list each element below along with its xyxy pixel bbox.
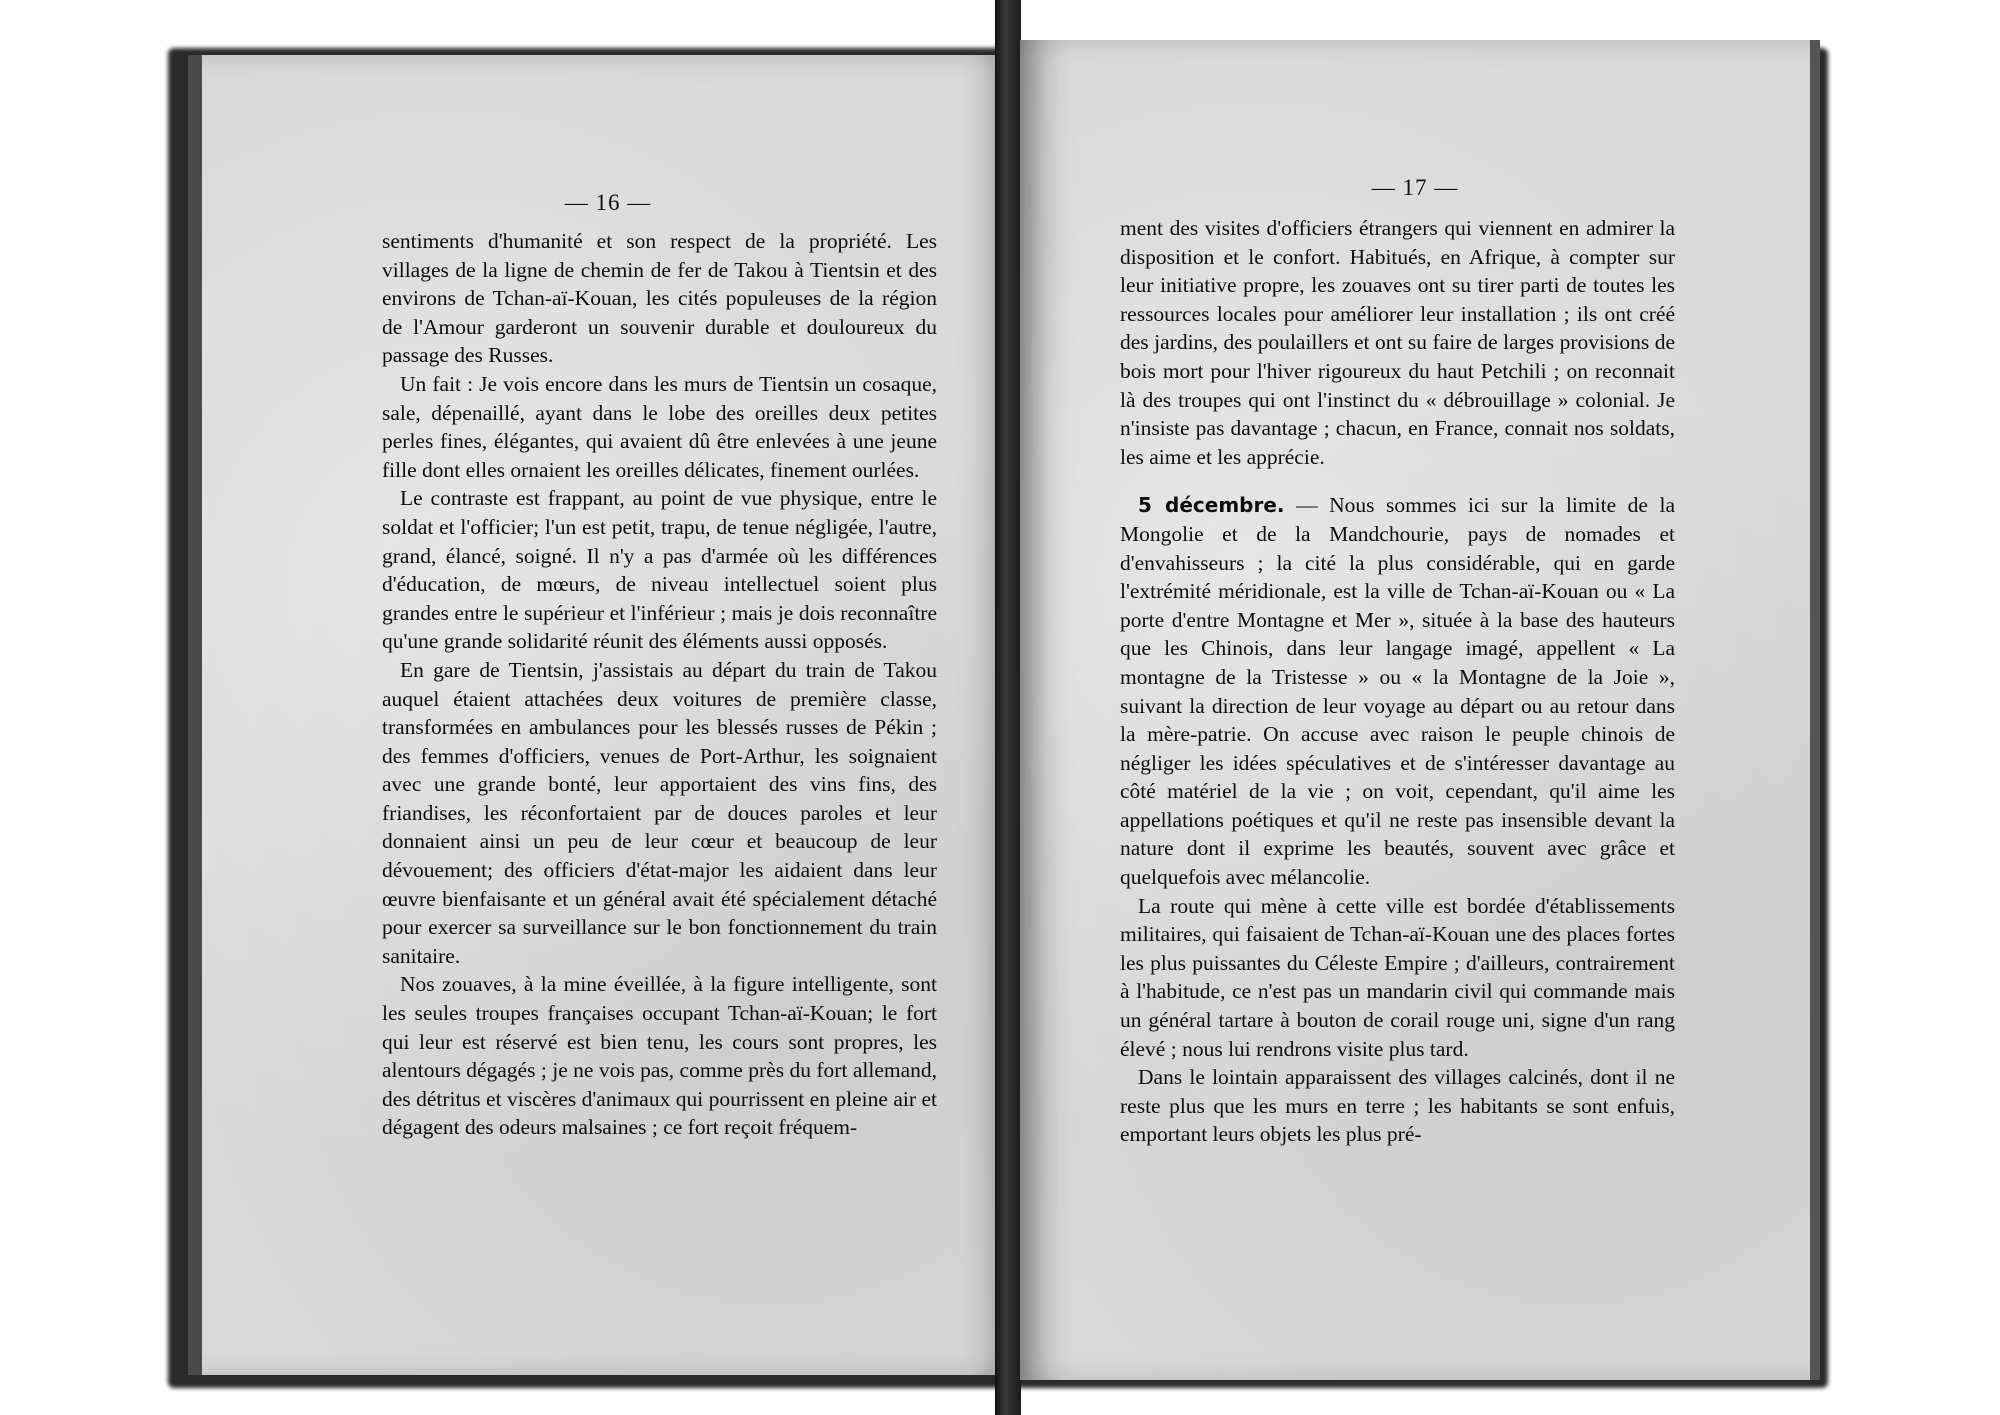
book-gutter: [995, 0, 1021, 1415]
right-page-number: — 17 —: [1371, 175, 1459, 200]
left-page: [188, 55, 1014, 1375]
left-paragraph-2: Un fait : Je vois encore dans les murs de Tientsin un cosaque, sale, dépenaillé, ayant dans le lobe des oreilles deux petites perles fines, élégantes, qui avaient dû être enlevées à une jeune fille dont elles ornaient les oreilles délicates, finement ourlées.: [382, 371, 937, 482]
right-page: [1020, 40, 1820, 1380]
right-page-text: [1120, 214, 1675, 1149]
left-page-text: [382, 227, 937, 1142]
left-paragraph-1: sentiments d'humanité et son respect de la propriété. Les villages de la ligne de chemin de fer de Takou à Tientsin et des environs de Tchan-aï-Kouan, les cités populeuses de la région de l'Amour garderont un souvenir durable et douloureux du passage des Russes.: [382, 229, 937, 368]
right-paragraph-2: [1120, 491, 1675, 891]
date-heading: 5 décembre.: [1138, 493, 1285, 518]
right-paragraph-3: La route qui mène à cette ville est bordée d'établissements militaires, qui faisaient de Tchan-aï-Kouan une des places fortes les plus puissantes du Céleste Empire ; d'ailleurs, contrairement à l'habitude, ce n'est pas un mandarin civil qui commande mais un général tartare à bouton de corail rouge uni, signe d'un rang élevé ; nous lui rendrons visite plus tard.: [1120, 893, 1675, 1061]
right-paragraph-4: Dans le lointain apparaissent des villages calcinés, dont il ne reste plus que les murs en terre ; les habitants se sont enfuis, emportant leurs objets les plus pré-: [1120, 1065, 1675, 1147]
right-paragraph-1: ment des visites d'officiers étrangers qui viennent en admirer la disposition et le confort. Habitués, en Afrique, à compter sur leur initiative propre, les zouaves ont su tirer parti de toutes les ressources locales pour améliorer leur installation ; ils ont créé des jardins, des poulaillers et ont su faire de larges provisions de bois mort pour l'hiver rigoureux du haut Petchili ; on reconnait là des troupes qui ont l'instinct du « débrouillage » colonial. Je n'insiste pas davantage ; chacun, en France, connait nos soldats, les aime et les apprécie.: [1120, 216, 1675, 469]
left-paragraph-3: Le contraste est frappant, au point de vue physique, entre le soldat et l'officier; l'un est petit, trapu, de tenue négligée, l'autre, grand, élancé, soigné. Il n'y a pas d'armée où les différences d'éducation, de mœurs, de niveau intellectuel soient plus grandes entre le supérieur et l'inférieur ; mais je dois reconnaître qu'une grande solidarité réunit des éléments aussi opposés.: [382, 486, 937, 654]
left-page-number: — 16 —: [564, 190, 652, 215]
left-paragraph-4: En gare de Tientsin, j'assistais au départ du train de Takou auquel étaient attachées deux voitures de première classe, transformées en ambulances pour les blessés russes de Pékin ; des femmes d'officiers, venues de Port-Arthur, les soignaient avec une grande bonté, leur apportaient des vins fins, des friandises, les réconfortaient par de douces paroles et leur donnaient ainsi un peu de leur cœur et beaucoup de leur dévouement; des officiers d'état-major les aidaient dans leur œuvre bienfaisante et un général avait été spécialement détaché pour exercer sa surveillance sur le bon fonctionnement du train sanitaire.: [382, 657, 937, 968]
left-paragraph-5: Nos zouaves, à la mine éveillée, à la figure intelligente, sont les seules troupes françaises occupant Tchan-aï-Kouan; le fort qui leur est réservé est bien tenu, les cours sont propres, les alentours dégagés ; je ne vois pas, comme près du fort allemand, des détritus et viscères d'animaux qui pourrissent en pleine air et dégagent des odeurs malsaines ; ce fort reçoit fréquem-: [382, 972, 937, 1140]
right-paragraph-2-text: — Nous sommes ici sur la limite de la Mongolie et de la Mandchourie, pays de nomades et d'envahisseurs ; la cité la plus considérable, qui en garde l'extrémité méridionale, est la ville de Tchan-aï-Kouan ou « La porte d'entre Montagne et Mer », située à la base des hauteurs que les Chinois, dans leur langage imagé, appellent « La montagne de la Tristesse » ou « la Montagne de la Joie », suivant la direction de leur voyage au départ ou au retour dans la mère-patrie. On accuse avec raison le peuple chinois de négliger les idées spéculatives et de s'intéresser davantage au côté matériel de la vie ; on voit, cependant, qu'il aime les appellations poétiques et qu'il ne reste pas insensible devant la nature dont il exprime les beautés, souvent avec grâce et quelquefois avec mélancolie.: [1120, 493, 1675, 890]
